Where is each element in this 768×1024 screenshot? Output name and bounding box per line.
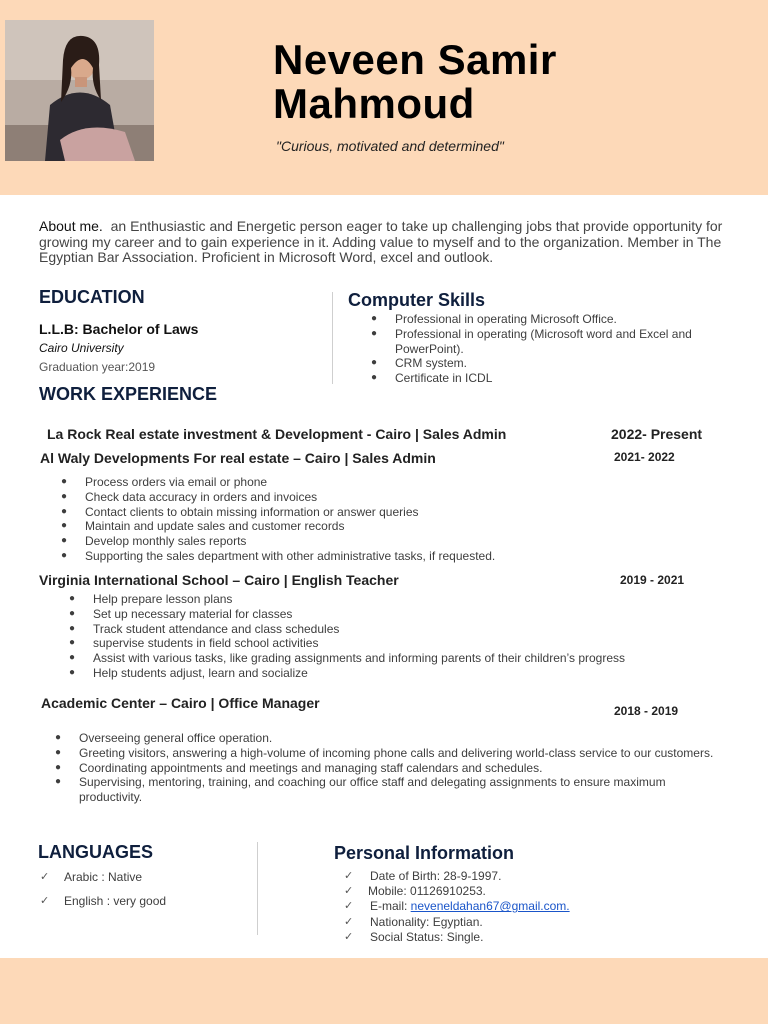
job-date: 2022- Present: [611, 426, 703, 442]
about-text: an Enthusiastic and Energetic person eager to take up challenging jobs that provide opportunity for growing my career and to gain experience in it. Adding value to myself and to the organization. Member in The Egyptian Bar Association. Proficient in Microsoft Word, excel and outlook.: [39, 218, 723, 265]
education-year: Graduation year:2019: [39, 360, 156, 374]
list-item: ● supervise students in field school activities: [69, 636, 319, 651]
job-duties-list: [55, 731, 715, 805]
list-item: ● Help students adjust, learn and socialize: [69, 665, 308, 680]
list-item: ● CRM system.: [371, 356, 467, 371]
computer-skills-title: Computer Skills: [348, 290, 486, 310]
list-item: ✓ English : very good: [40, 894, 167, 908]
education-title: EDUCATION: [39, 287, 145, 307]
list-item: ● Check data accuracy in orders and invoices: [61, 489, 318, 504]
job-title: Academic Center – Cairo | Office Manager: [41, 695, 320, 711]
check-icon: ✓: [40, 895, 50, 907]
profile-photo: [5, 20, 154, 161]
profile-photo-illustration: [5, 20, 154, 161]
list-item: ● Maintain and update sales and customer records: [61, 519, 345, 534]
education-degree: L.L.B: Bachelor of Laws: [39, 321, 199, 337]
languages-list: [40, 870, 250, 909]
list-item: ✓ Social Status: Single.: [344, 929, 484, 944]
check-icon: ✓: [344, 930, 354, 943]
list-item: ● Contact clients to obtain missing information or answer queries: [61, 504, 419, 519]
list-item: ● Professional in operating Microsoft Office.: [371, 312, 617, 326]
job-date: 2019 - 2021: [620, 573, 685, 587]
job-title: Al Waly Developments For real estate – Cairo | Sales Admin: [40, 450, 436, 466]
job-title: La Rock Real estate investment & Development - Cairo | Sales Admin: [47, 426, 507, 442]
personal-info-list: [344, 869, 744, 945]
computer-skills-list: [371, 312, 741, 386]
list-item: ● Develop monthly sales reports: [61, 534, 247, 549]
job-duties-list: [61, 475, 661, 564]
check-icon: ✓: [344, 900, 354, 913]
about-section: [39, 219, 739, 266]
check-icon: ✓: [344, 870, 354, 882]
list-item: ● Greeting visitors, answering a high-volume of incoming phone calls and delivering world-class service to our customers.: [55, 745, 714, 760]
check-icon: ✓: [40, 871, 50, 883]
check-icon: ✓: [344, 915, 354, 928]
list-item: ● Track student attendance and class schedules: [69, 621, 340, 636]
job-duties-list: [69, 592, 709, 681]
column-divider: [332, 292, 333, 384]
work-experience-title: WORK EXPERIENCE: [39, 384, 218, 404]
list-item: ✓ E-mail: neveneldahan67@gmail.com.: [344, 899, 570, 914]
languages-title: LANGUAGES: [38, 842, 154, 862]
column-divider: [257, 842, 258, 935]
list-item: ✓ Arabic : Native: [40, 870, 143, 884]
education-school: Cairo University: [39, 341, 124, 355]
personal-info-title: Personal Information: [334, 843, 515, 863]
about-label: About me.: [39, 218, 103, 234]
list-item: ✓ Nationality: Egyptian.: [344, 914, 483, 929]
candidate-name: Neveen Samir Mahmoud: [273, 36, 557, 127]
check-icon: ✓: [344, 885, 354, 898]
list-item: ● Help prepare lesson plans: [69, 592, 233, 606]
email-link[interactable]: neveneldahan67@gmail.com.: [410, 899, 570, 914]
list-item: ● Supervising, mentoring, training, and coaching our office staff and delegating assignments to ensure maximum productivity.: [55, 775, 666, 805]
list-item: ● Process orders via email or phone: [61, 475, 268, 489]
list-item: ● Supporting the sales department with other administrative tasks, if requested.: [61, 548, 496, 563]
list-item: ● Set up necessary material for classes: [69, 606, 293, 621]
job-date: 2018 - 2019: [614, 704, 679, 718]
list-item: ● Assist with various tasks, like grading assignments and informing parents of their children’s progress: [69, 651, 626, 666]
footer-band: [0, 958, 768, 1024]
tagline: "Curious, motivated and determined": [276, 138, 504, 154]
list-item: ✓ Date of Birth: 28-9-1997.: [344, 869, 502, 883]
list-item: ✓ Mobile: 01126910253.: [344, 884, 486, 899]
job-title: Virginia International School – Cairo | English Teacher: [39, 572, 399, 588]
list-item: ● Professional in operating (Microsoft word and Excel and PowerPoint).: [371, 326, 692, 356]
list-item: ● Certificate in ICDL: [371, 371, 493, 386]
job-date: 2021- 2022: [614, 450, 675, 464]
list-item: ● Overseeing general office operation.: [55, 731, 273, 745]
list-item: ● Coordinating appointments and meetings and managing staff calendars and schedules.: [55, 760, 543, 775]
